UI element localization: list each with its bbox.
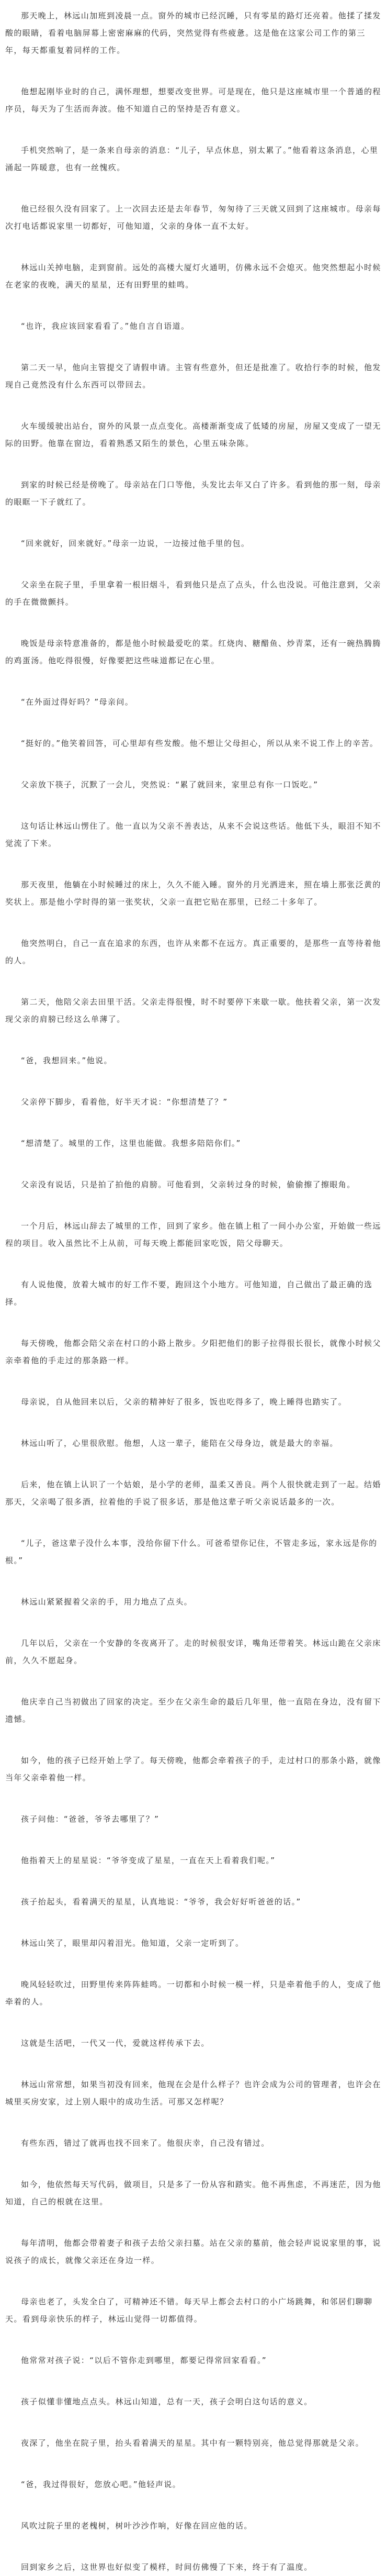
paragraph: 他庆幸自己当初做出了回家的决定。至少在父亲生命的最后几年里，他一直陪在身边，没有留下遗憾。 — [5, 1697, 381, 1724]
paragraph: 夜深了，他坐在院子里，抬头看着满天的星星。其中有一颗特别亮，他总觉得那就是父亲。 — [21, 2438, 365, 2448]
paragraph: “爸，我过得很好，您放心吧。”他轻声说。 — [21, 2480, 181, 2489]
paragraph: “儿子，爸这辈子没什么本事，没给你留下什么。可爸希望你记住，不管走多远，家永远是你的根。” — [5, 1538, 378, 1565]
paragraph: 第二天，他陪父亲去田里干活。父亲走得很慢，时不时要停下来歇一歇。他扶着父亲，第一次发现父亲的肩膀已经这么单薄了。 — [5, 997, 381, 1024]
paragraph: 他想起刚毕业时的自己，满怀理想，想要改变世界。可是现在，他只是这座城市里一个普通的程序员，每天为了生活而奔波。他不知道自己的坚持是否有意义。 — [5, 87, 381, 114]
paragraph: 母亲说，自从他回来以后，父亲的精神好了很多，饭也吃得多了，晚上睡得也踏实了。 — [21, 1397, 347, 1407]
paragraph: 几年以后，父亲在一个安静的冬夜离开了。走的时候很安详，嘴角还带着笑。林远山跪在父亲床前，久久不愿起身。 — [5, 1638, 381, 1665]
paragraph: 父亲坐在院子里，手里拿着一根旧烟斗，看到他只是点了点头，什么也没说。可他注意到，父亲的手在微微颤抖。 — [5, 580, 381, 607]
paragraph: 有人说他傻，放着大城市的好工作不要，跑回这个小地方。可他知道，自己做出了最正确的选择。 — [5, 1280, 373, 1307]
paragraph: 他常常对孩子说：“以后不管你走到哪里，都要记得常回家看看。” — [21, 2356, 267, 2365]
paragraph: 风吹过院子里的老槐树，树叶沙沙作响，好像在回应他的话。 — [21, 2521, 253, 2530]
paragraph: 他突然明白，自己一直在追求的东西，也许从来都不在远方。真正重要的，是那些一直等待着他的人。 — [5, 939, 381, 965]
paragraph: 林远山紧紧握着父亲的手，用力地点了点头。 — [21, 1597, 193, 1607]
paragraph: “在外面过得好吗？”母亲问。 — [21, 697, 134, 707]
paragraph: 他已经很久没有回家了。上一次回去还是去年春节，匆匆待了三天就又回到了这座城市。母亲每次打电话都说家里一切都好，可他知道，父亲的身体一直不太好。 — [5, 204, 381, 231]
paragraph: 晚风轻轻吹过，田野里传来阵阵蛙鸣。一切都和小时候一模一样，只是牵着他手的人，变成了他牵着的人。 — [5, 1980, 381, 2006]
paragraph: 回到家乡之后，这世界也好似变了模样，时间仿佛慢了下来，终于有了温度。 — [21, 2562, 313, 2572]
paragraph: 父亲放下筷子，沉默了一会儿，突然说：“累了就回来，家里总有你一口饭吃。” — [21, 780, 318, 789]
paragraph: 一个月后，林远山辞去了城里的工作，回到了家乡。他在镇上租了一间小办公室，开始做一些远程的项目。收入虽然比不上从前，可每天晚上都能回家吃饭，陪父母聊天。 — [5, 1221, 381, 1248]
paragraph: 孩子问他：“爸爸，爷爷去哪里了？” — [21, 1814, 160, 1824]
paragraph: 孩子似懂非懂地点点头。林远山知道，总有一天，孩子会明白这句话的意义。 — [21, 2397, 313, 2406]
paragraph: 母亲也老了，头发全白了，可精神还不错。每天早上都会去村口的小广场跳舞，和邻居们聊聊天。看到母亲快乐的样子，林远山觉得一切都值得。 — [5, 2297, 373, 2324]
paragraph: 这就是生活吧，一代又一代，爱就这样传承下去。 — [21, 2038, 210, 2048]
paragraph: 林远山笑了，眼里却闪着泪光。他知道，父亲一定听到了。 — [21, 1938, 244, 1948]
paragraph: 林远山常常想，如果当初没有回来，他现在会是什么样子？也许会成为公司的管理者，也许会在城里买房安家，过上别人眼中的成功生活。可那又怎样呢？ — [5, 2080, 381, 2106]
paragraph: 如今，他依然每天写代码，做项目，只是多了一份从容和踏实。他不再焦虑，不再迷茫，因为他知道，自己的根就在这里。 — [5, 2180, 381, 2206]
paragraph: 这句话让林远山愣住了。他一直以为父亲不善表达，从来不会说这些话。他低下头，眼泪不知不觉流了下来。 — [5, 821, 381, 848]
paragraph: 他指着天上的星星说：“爷爷变成了星星，一直在天上看着我们呢。” — [21, 1856, 276, 1865]
paragraph: “回来就好，回来就好。”母亲一边说，一边接过他手里的包。 — [21, 539, 250, 548]
paragraph: “挺好的。”他笑着回答，可心里却有些发酸。他不想让父母担心，所以从来不说工作上的辛苦。 — [21, 739, 379, 748]
paragraph: 晚饭是母亲特意准备的，都是他小时候最爱吃的菜。红烧肉、糖醋鱼、炒青菜，还有一碗热腾腾的鸡蛋汤。他吃得很慢，好像要把这些味道都记在心里。 — [5, 639, 381, 665]
paragraph: “想清楚了。城里的工作，这里也能做。我想多陪陪你们。” — [21, 1139, 241, 1148]
paragraph: 第二天一早，他向主管提交了请假申请。主管有些意外，但还是批准了。收拾行李的时候，他发现自己竟然没有什么东西可以带回去。 — [5, 363, 381, 389]
paragraph: 林远山关掉电脑，走到窗前。远处的高楼大厦灯火通明，仿佛永远不会熄灭。他突然想起小时候在老家的夜晚，满天的星星，还有田野里的蛙鸣。 — [5, 263, 381, 289]
paragraph: 孩子抬起头，看着满天的星星，认真地说：“爷爷，我会好好听爸爸的话。” — [21, 1897, 301, 1906]
paragraph: 有些东西，错过了就再也找不回来了。他很庆幸，自己没有错过。 — [21, 2138, 270, 2148]
paragraph: 那天晚上，林远山加班到凌晨一点。窗外的城市已经沉睡，只有零星的路灯还亮着。他揉了揉发酸的眼睛，看着电脑屏幕上密密麻麻的代码，突然觉得有些疲惫。这是他在这家公司工作的第三年，每天都重复着同样的工作。 — [5, 11, 381, 55]
paragraph: 每年清明，他都会带着妻子和孩子去给父亲扫墓。站在父亲的墓前，他会轻声说说家里的事，说说孩子的成长，就像父亲还在身边一样。 — [5, 2238, 381, 2265]
paragraph: “爸，我想回来。”他说。 — [21, 1056, 112, 1065]
paragraph: 林远山听了，心里很欣慰。他想，人这一辈子，能陪在父母身边，就是最大的幸福。 — [21, 1438, 338, 1448]
paragraph: 到家的时候已经是傍晚了。母亲站在门口等他，头发比去年又白了许多。看到他的那一刻，母亲的眼眶一下子就红了。 — [5, 480, 381, 507]
paragraph: “也许，我应该回家看看了。”他自言自语道。 — [21, 321, 190, 331]
paragraph: 如今，他的孩子已经开始上学了。每天傍晚，他都会牵着孩子的手，走过村口的那条小路，就像当年父亲牵着他一样。 — [5, 1756, 381, 1782]
paragraph: 父亲没有说话，只是拍了拍他的肩膀。可他看到，父亲转过身的时候，偷偷擦了擦眼角。 — [21, 1180, 356, 1189]
paragraph: 父亲停下脚步，看着他，好半天才说：“你想清楚了？” — [21, 1097, 228, 1107]
paragraph: 那天夜里，他躺在小时候睡过的床上，久久不能入睡。窗外的月光洒进来，照在墙上那张泛黄的奖状上。那是他小学时得的第一张奖状，父亲一直把它贴在那里，已经二十多年了。 — [5, 880, 381, 907]
paragraph: 手机突然响了，是一条来自母亲的消息：“儿子，早点休息，别太累了。”他看着这条消息，心里涌起一阵暖意，也有一丝愧疚。 — [5, 146, 379, 172]
paragraph: 每天傍晚，他都会陪父亲在村口的小路上散步。夕阳把他们的影子拉得很长很长，就像小时候父亲牵着他的手走过的那条路一样。 — [5, 1339, 381, 1365]
paragraph: 火车缓缓驶出站台，窗外的风景一点点变化。高楼渐渐变成了低矮的房屋，房屋又变成了一望无际的田野。他靠在窗边，看着熟悉又陌生的景色，心里五味杂陈。 — [5, 421, 381, 448]
paragraph: 后来，他在镇上认识了一个姑娘，是小学的老师，温柔又善良。两个人很快就走到了一起。结婚那天，父亲喝了很多酒，拉着他的手说了很多话，那是他这辈子听父亲说话最多的一次。 — [5, 1480, 381, 1507]
